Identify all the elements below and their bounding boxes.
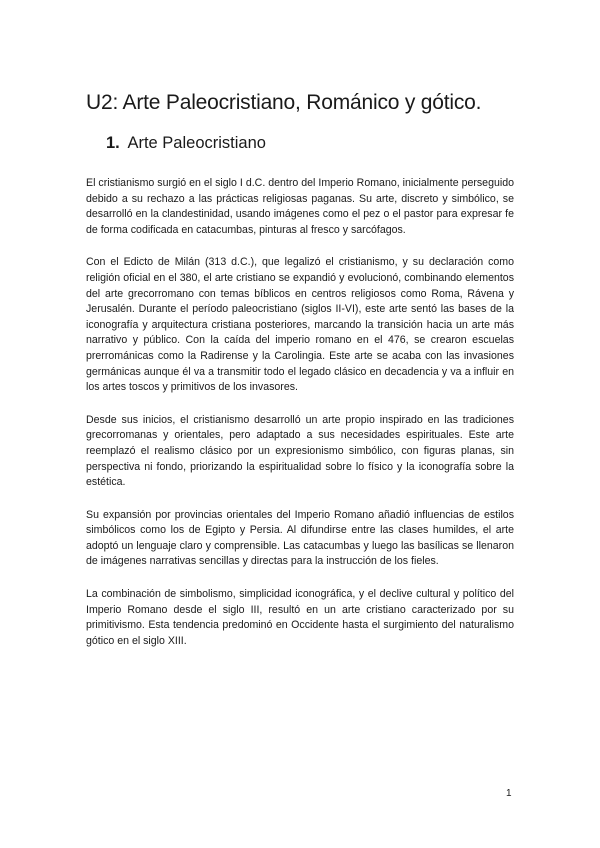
paragraph-2: Con el Edicto de Milán (313 d.C.), que legalizó el cristianismo, y su declaración como religión oficial en el 380, el arte cristiano se expandió y evolucionó, combinando elementos del arte grecorromano con temas bíblicos en centros religiosos como Roma, Rávena y Jerusalén. Durante el período paleocristiano (siglos II-VI), este arte sentó las bases de la iconografía y arquitectura cristiana posteriores, marcando la transición hacia un arte más narrativo y público. Con la caída del imperio romano en el 476, se crearon escuelas prerrománicas como la Radirense y la Carolingia. Este arte se acaba con las invasiones germánicas aunque él va a transmitir todo el legado clásico en decadencia y va a influir en los artes toscos y primitivos de los invasores. [86,256,514,394]
section-heading [106,134,266,153]
section-number: 1. [106,134,120,152]
paragraph-5: La combinación de simbolismo, simplicidad iconográfica, y el declive cultural y político del Imperio Romano desde el siglo III, resultó en un arte cristiano caracterizado por su primitivismo. Esta tendencia predominó en Occidente hasta el surgimiento del naturalismo gótico en el siglo XIII. [86,588,514,647]
paragraph-4: Su expansión por provincias orientales del Imperio Romano añadió influencias de estilos simbólicos como los de Egipto y Persia. Al difundirse entre las clases humildes, el arte adoptó un lenguaje claro y comprensible. Las catacumbas y luego las basílicas se llenaron de imágenes narrativas sencillas y directas para la instrucción de los fieles. [86,508,514,568]
paragraph-3: Desde sus inicios, el cristianismo desarrolló un arte propio inspirado en las tradiciones grecorromanas y orientales, pero adaptado a sus necesidades espirituales. Este arte reemplazó el realismo clásico por un expresionismo simbólico, con figuras planas, sin perspectiva ni fondo, priorizando la espiritualidad sobre lo físico y la iconografía sobre la estética. [86,413,514,489]
body-text [86,176,514,666]
section-title: Arte Paleocristiano [127,134,266,152]
document-title: U2: Arte Paleocristiano, Románico y gótico. [86,91,482,114]
paragraph-1: El cristianismo surgió en el siglo I d.C. dentro del Imperio Romano, inicialmente perseguido debido a su rechazo a las prácticas religiosas paganas. Su arte, discreto y simbólico, se desarrolló en la clandestinidad, usando imágenes como el pez o el pastor para expresar fe de forma codificada en catacumbas, pinturas al fresco y sarcófagos. [86,177,514,236]
page-number: 1 [506,788,512,799]
